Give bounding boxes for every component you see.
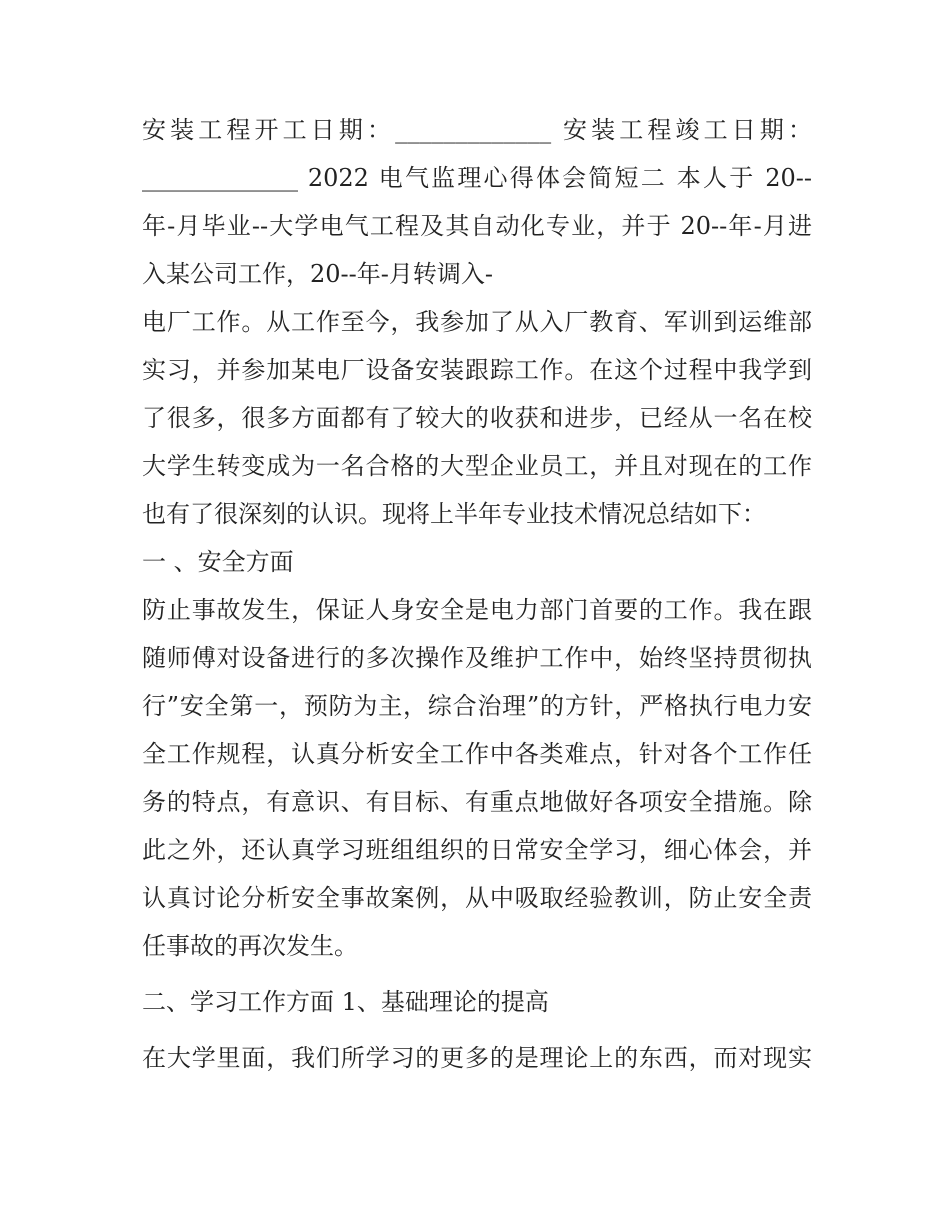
text-line: 在大学里面，我们所学习的更多的是理论上的东西，而对现实 [142,1044,812,1072]
text-line: _____________ 2022 电气监理心得体会简短二 本人于 20-- [142,164,812,192]
text-line: 全工作规程，认真分析安全工作中各类难点，针对各个工作任 [142,740,812,768]
text-line: 此之外，还认真学习班组组织的日常安全学习，细心体会，并 [142,836,812,864]
text-line: 随师傅对设备进行的多次操作及维护工作中，始终坚持贯彻执 [142,644,812,672]
section-heading: 一 、安全方面 [142,548,294,576]
text-line: 务的特点，有意识、有目标、有重点地做好各项安全措施。除 [142,788,812,816]
text-line: 电厂工作。从工作至今，我参加了从入厂教育、军训到运维部 [142,308,812,336]
text-line: 了很多，很多方面都有了较大的收获和进步，已经从一名在校 [142,404,812,432]
text-line: 任事故的再次发生。 [142,932,358,960]
text-line: 入某公司工作，20--年-月转调入- [142,260,493,288]
text-line: 防止事故发生，保证人身安全是电力部门首要的工作。我在跟 [142,596,812,624]
text-line: 实习，并参加某电厂设备安装跟踪工作。在这个过程中我学到 [142,356,812,384]
text-line: 安装工程开工日期：_____________ 安装工程竣工日期： [142,116,812,144]
text-line: 年-月毕业--大学电气工程及其自动化专业，并于 20--年-月进 [142,212,812,240]
document-body [142,106,812,1082]
text-line: 认真讨论分析安全事故案例，从中吸取经验教训，防止安全责 [142,884,812,912]
text-line: 大学生转变成为一名合格的大型企业员工，并且对现在的工作 [142,452,812,480]
text-line: 也有了很深刻的认识。现将上半年专业技术情况总结如下： [142,500,766,528]
text-line: 行”安全第一，预防为主，综合治理”的方针，严格执行电力安 [142,692,812,720]
section-heading: 二、学习工作方面 1、基础理论的提高 [142,988,549,1016]
